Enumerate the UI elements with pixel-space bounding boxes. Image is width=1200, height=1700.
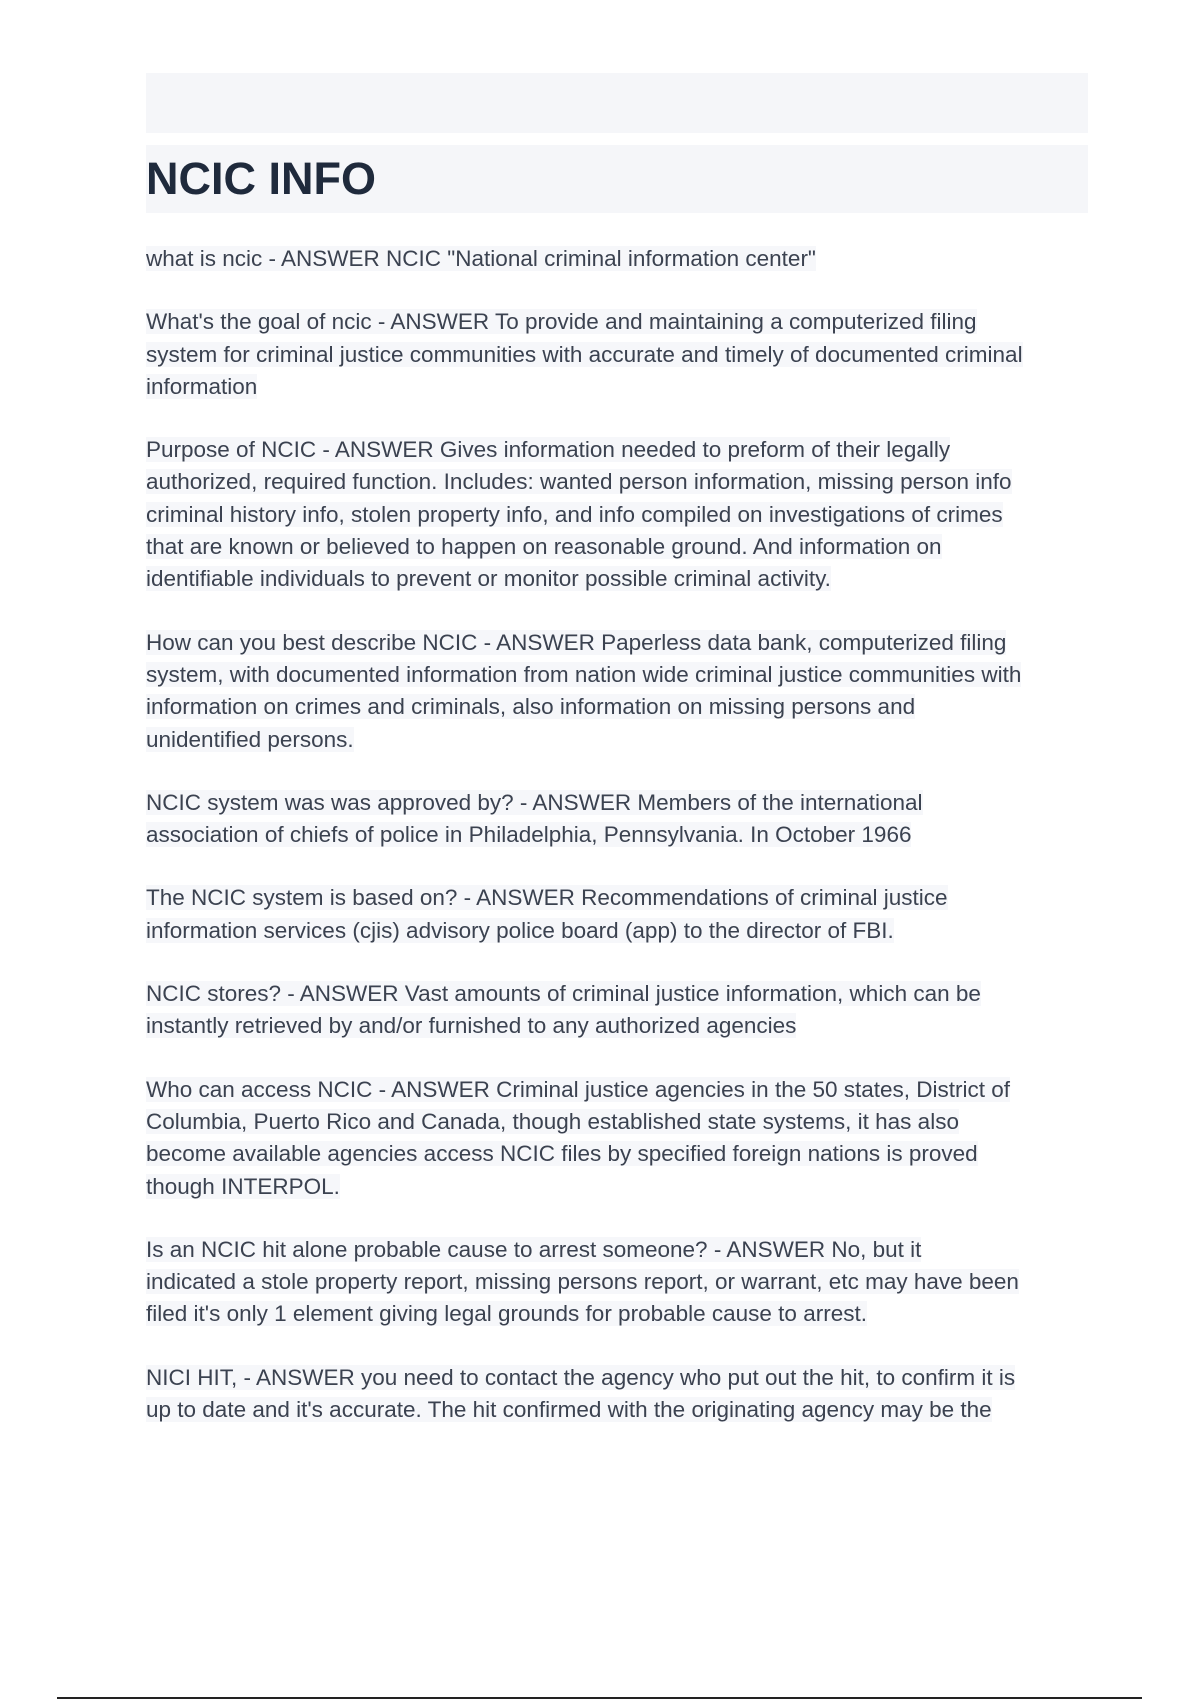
qa-text-line: NCIC system was was approved by? - ANSWER Members of the international [146,789,923,815]
qa-text-line: information [146,373,258,399]
qa-item [146,1362,1088,1427]
qa-item [146,1074,1088,1203]
qa-text-line: that are known or believed to happen on reasonable ground. And information on [146,534,942,560]
qa-text-line: Who can access NCIC - ANSWER Criminal justice agencies in the 50 states, District of [146,1076,1011,1102]
qa-text-line: what is ncic - ANSWER NCIC "National criminal information center" [146,246,816,271]
qa-text-line: information on crimes and criminals, also information on missing persons and [146,694,916,720]
qa-text-line: Purpose of NCIC - ANSWER Gives information needed to preform of their legally [146,437,951,463]
page-bottom-divider [57,1697,1142,1699]
qa-text-line: The NCIC system is based on? - ANSWER Recommendations of criminal justice [146,885,948,911]
qa-text-line: indicated a stole property report, missing persons report, or warrant, etc may have been [146,1269,1019,1295]
qa-text-line: criminal history info, stolen property info, and info compiled on investigations of crimes [146,501,1003,527]
qa-text-line: NCIC stores? - ANSWER Vast amounts of criminal justice information, which can be [146,981,981,1007]
qa-text-line: Columbia, Puerto Rico and Canada, though established state systems, it has also [146,1108,959,1134]
qa-text-line: Is an NCIC hit alone probable cause to arrest someone? - ANSWER No, but it [146,1236,922,1262]
qa-text-line: association of chiefs of police in Philadelphia, Pennsylvania. In October 1966 [146,822,912,848]
qa-item [146,434,1088,595]
header-band [146,73,1088,133]
qa-text-line: up to date and it's accurate. The hit confirmed with the originating agency may be the [146,1397,992,1423]
title-band [146,145,1088,213]
qa-item [146,243,1088,275]
qa-text-line: How can you best describe NCIC - ANSWER Paperless data bank, computerized filing [146,629,1007,655]
qa-text-line: information services (cjis) advisory police board (app) to the director of FBI. [146,917,894,943]
qa-item [146,882,1088,947]
qa-text-line: What's the goal of ncic - ANSWER To provide and maintaining a computerized filing [146,309,977,335]
qa-text-line: though INTERPOL. [146,1173,340,1199]
qa-text-line: system, with documented information from nation wide criminal justice communities with [146,661,1022,687]
qa-text-line: NICI HIT, - ANSWER you need to contact the agency who put out the hit, to confirm it is [146,1364,1016,1390]
qa-text-line: unidentified persons. [146,726,354,752]
qa-list [146,243,1088,1426]
qa-text-line: identifiable individuals to prevent or monitor possible criminal activity. [146,566,831,592]
qa-item [146,1234,1088,1331]
qa-text-line: filed it's only 1 element giving legal grounds for probable cause to arrest. [146,1301,867,1327]
qa-text-line: system for criminal justice communities with accurate and timely of documented criminal [146,341,1023,367]
qa-text-line: become available agencies access NCIC files by specified foreign nations is proved [146,1141,978,1167]
qa-item [146,787,1088,852]
page-title: NCIC INFO [146,153,376,204]
qa-text-line: instantly retrieved by and/or furnished to any authorized agencies [146,1013,797,1039]
qa-item [146,978,1088,1043]
qa-item [146,306,1088,403]
document-page [146,73,1088,1457]
qa-item [146,627,1088,756]
qa-text-line: authorized, required function. Includes: wanted person information, missing person info [146,469,1012,495]
